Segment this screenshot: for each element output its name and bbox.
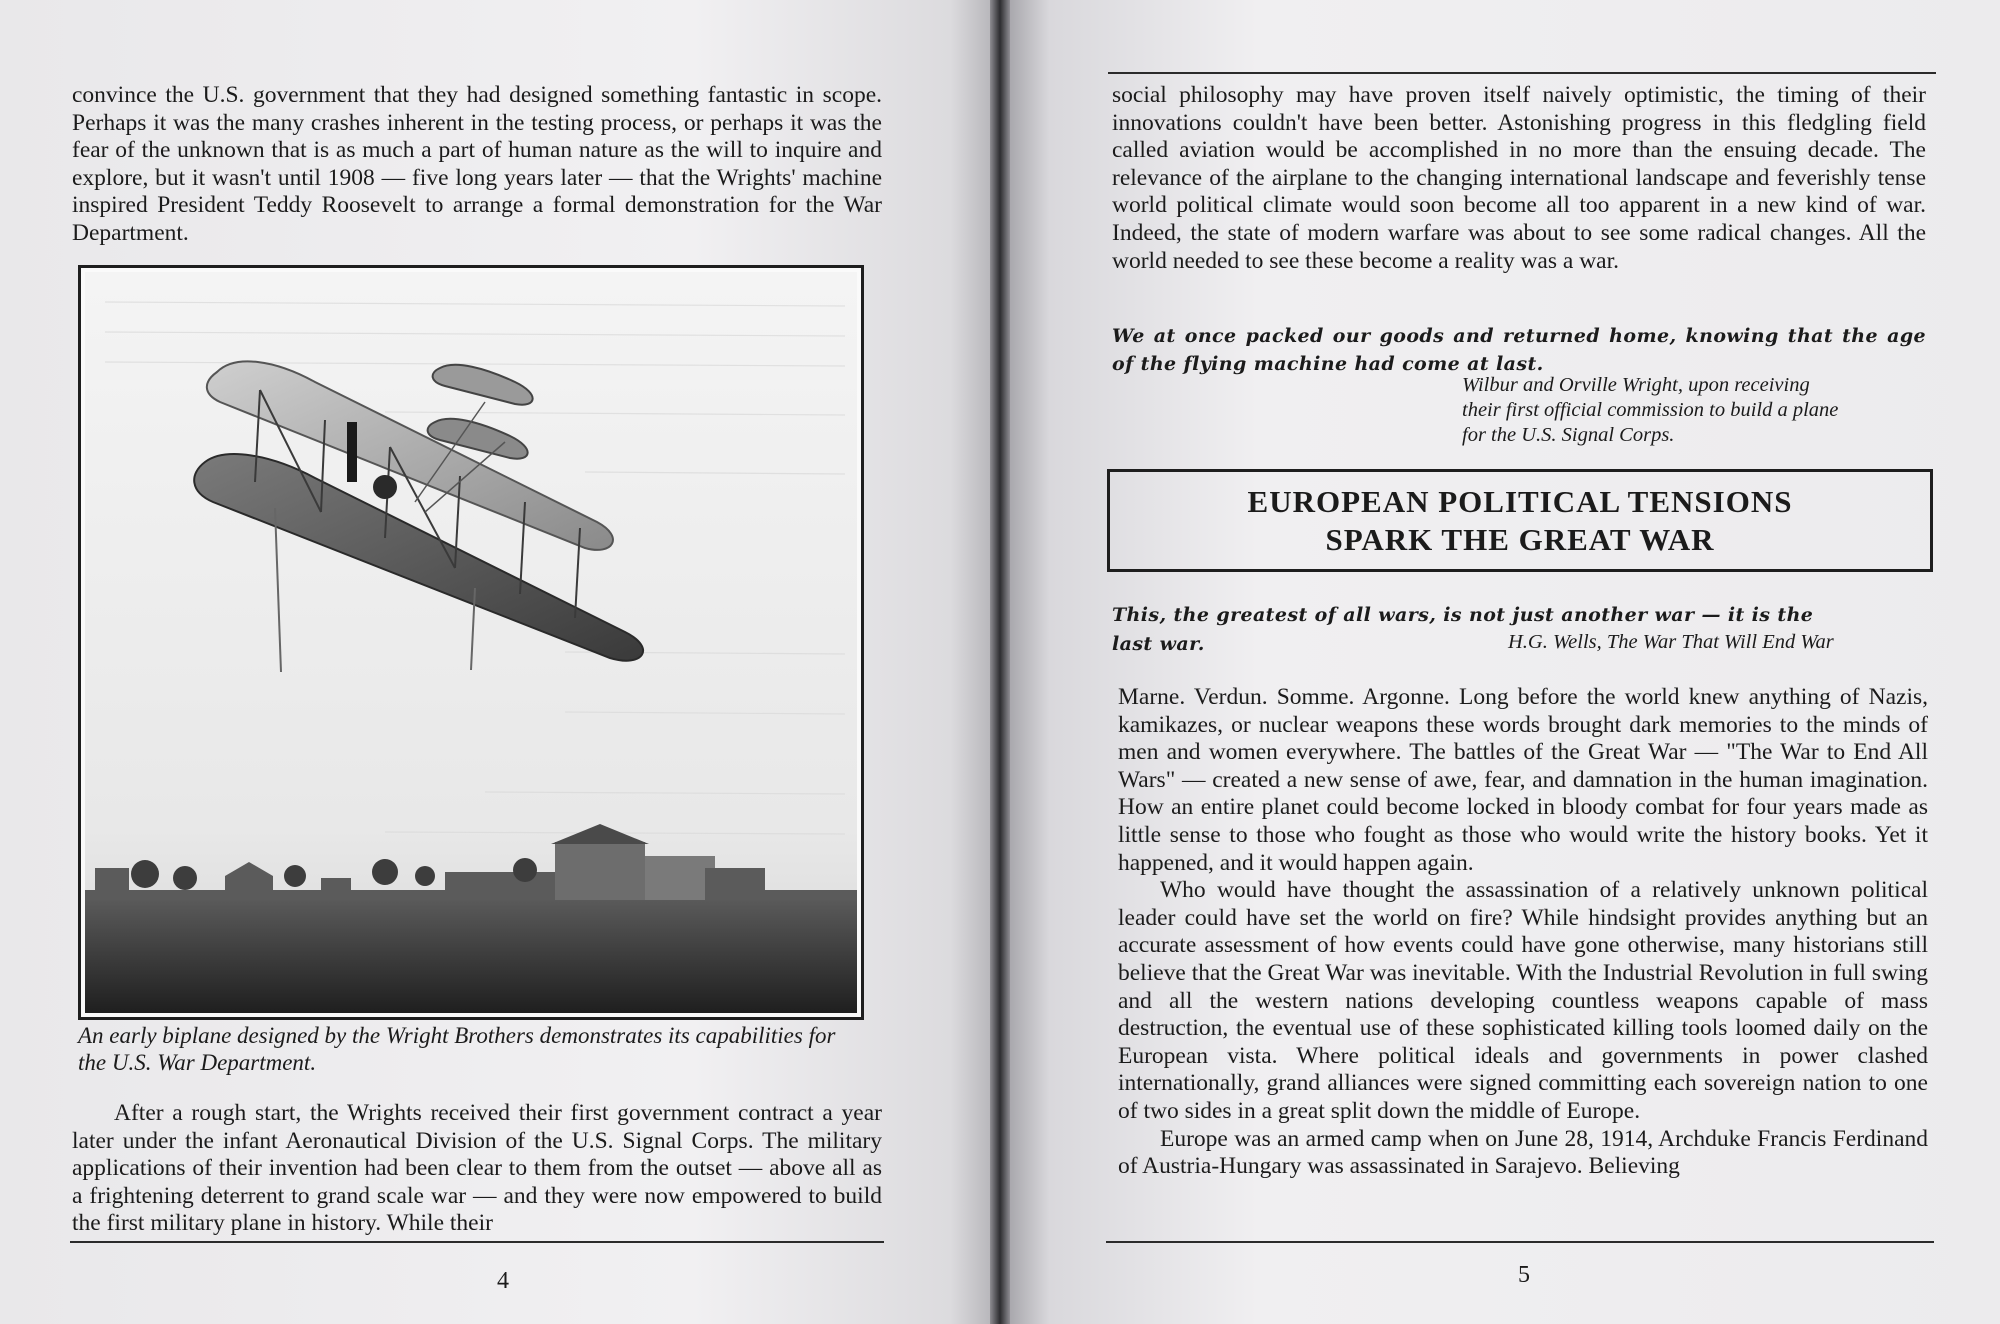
left-top-paragraph: convince the U.S. government that they had designed something fantastic in scope. Perhaps it was the many crashes inherent in the testing process, or perhaps it was the fear of the unknown that is as much a part of human nature as the will to inquire and explore, but it wasn't until 1908 — five long years later — that the Wrights' machine inspired President Teddy Roosevelt to arrange a formal demonstration for the War Department. xyxy=(72,82,882,246)
wright-biplane-photo xyxy=(78,265,864,1020)
photo-caption: An early biplane designed by the Wright Brothers demonstrates its capabilities for the U.S. War Department. xyxy=(78,1023,836,1075)
wright-brothers-quote: We at once packed our goods and returned home, knowing that the age of the flying machine had come at last. xyxy=(1112,325,1926,375)
biplane-illustration xyxy=(85,272,857,1013)
section-heading xyxy=(1107,469,1933,572)
left-footer-rule xyxy=(70,1241,884,1243)
right-header-rule xyxy=(1108,72,1936,74)
wright-quote-attribution: Wilbur and Orville Wright, upon receiving their first official commission to build a plane for the U.S. Signal Corps. xyxy=(1462,374,1839,446)
paragraph-3: Europe was an armed camp when on June 28, 1914, Archduke Francis Ferdinand of Austria-Hungary was assassinated in Sarajevo. Believing xyxy=(1118,1125,1928,1180)
wells-quote-attribution: H.G. Wells, The War That Will End War xyxy=(1508,631,1834,653)
right-footer-rule xyxy=(1106,1241,1934,1243)
left-bottom-paragraph: After a rough start, the Wrights received their first government contract a year later under the infant Aeronautical Division of the U.S. Signal Corps. The military applications of their invention had been clear to them from the outset — above all as a frightening deterrent to grand scale war — and they were now empowered to build the first military plane in history. While their xyxy=(72,1100,882,1237)
paragraph-1: Marne. Verdun. Somme. Argonne. Long before the world knew anything of Nazis, kamikazes, or nuclear weapons these words brought dark memories to the minds of men and women everywhere. The battles of the Great War — "The War to End All Wars" — created a new sense of awe, fear, and damnation in the human imagination. How an entire planet could become locked in bloody combat for four years made as little sense to those who fought as those who would write the history books. Yet it happened, and it would happen again. xyxy=(1118,684,1928,876)
wells-quote-line-2: last war. xyxy=(1112,633,1205,655)
page-number-right: 5 xyxy=(1518,1262,1530,1288)
page-number-left: 4 xyxy=(497,1268,509,1294)
book-gutter xyxy=(990,0,1010,1324)
heading-line-1: EUROPEAN POLITICAL TENSIONS xyxy=(1247,483,1793,519)
paragraph-2: Who would have thought the assassination of a relatively unknown political leader could have set the world on fire? While hindsight provides anything but an accurate assessment of how events could have gone otherwise, many historians still believe that the Great War was inevitable. With the Industrial Revolution in full swing and all the western nations developing countless weapons capable of mass destruction, the eventual use of these sophisticated killing tools loomed daily on the European vista. Where political ideals and governments in power clashed internationally, grand alliances were signed committing each sovereign nation to one of two sides in a great split down the middle of Europe. xyxy=(1118,877,1928,1124)
wells-quote-line-1: This, the greatest of all wars, is not just another war — it is the xyxy=(1112,604,1814,626)
right-main-text xyxy=(1118,684,1928,1181)
heading-line-2: SPARK THE GREAT WAR xyxy=(1325,521,1715,557)
right-top-paragraph: social philosophy may have proven itself naively optimistic, the timing of their innovations couldn't have been better. Astonishing progress in this fledgling field called aviation would be accomplished in no more than the ensuing decade. The relevance of the airplane to the changing international landscape and feverishly tense world political climate would soon become all too apparent in a new kind of war. Indeed, the state of modern warfare was about to see some radical changes. All the world needed to see these become a reality was a war. xyxy=(1112,82,1926,274)
